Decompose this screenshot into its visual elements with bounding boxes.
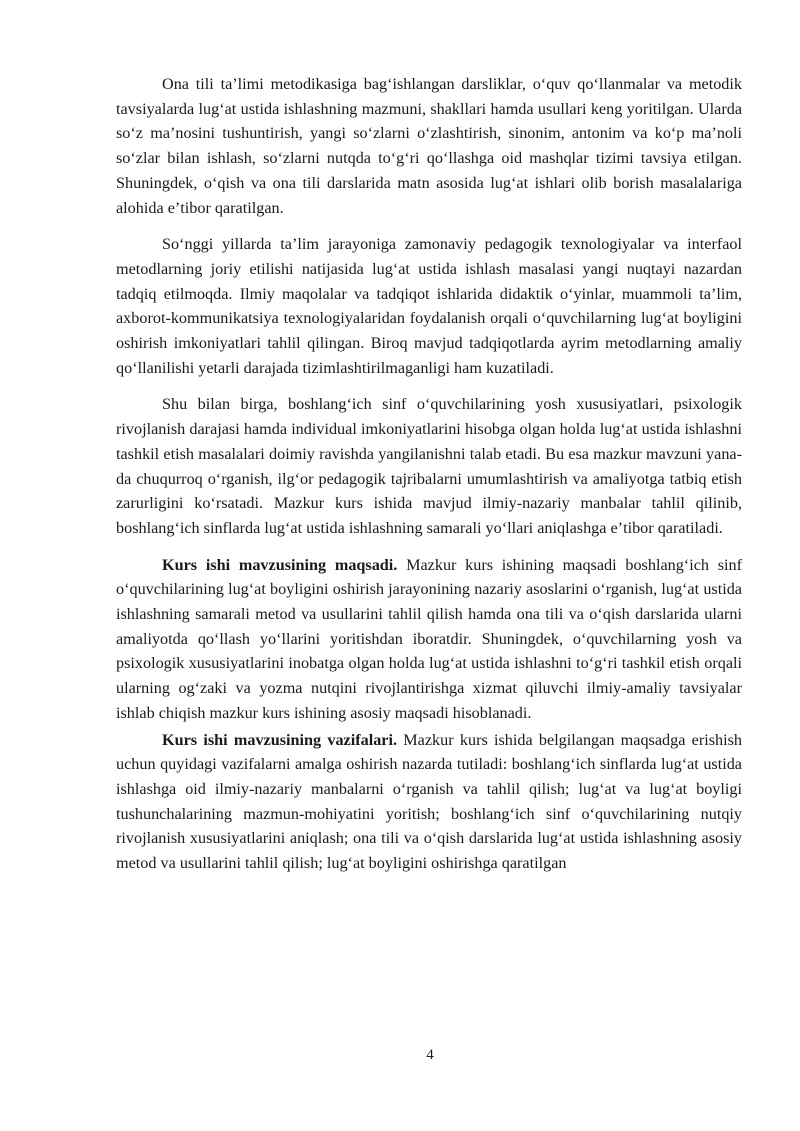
paragraph-purpose (116, 553, 742, 726)
paragraph-text: Shu bilan birga, boshlangʻich sinf oʻquvchilarining yosh xususiyatlari, psixologik rivojlanish darajasi hamda individual imkoniyatlarini hisobga olgan holda lugʻat ustida ishlashni tashkil etish masalalari doimiy ravishda yangilanishni talab etadi. Bu esa mazkur mavzuni yana-da chuqurroq oʻrganish, ilgʻor pedagogik tajribalarni umumlashtirish va amaliyotga tatbiq etish zarurligini koʻrsatadi. Mazkur kurs ishida mavjud ilmiy-nazariy manbalar tahlil qilinib, boshlangʻich sinflarda lugʻat ustida ishlashning samarali yoʻllari aniqlashga eʼtibor qaratiladi. (116, 395, 742, 537)
paragraph-age-features (116, 392, 742, 540)
paragraph-text: Ona tili taʼlimi metodikasiga bagʻishlangan darsliklar, oʻquv qoʻllanmalar va metodik tavsiyalarda lugʻat ustida ishlashning mazmuni, shakllari hamda usullari keng yoritilgan. Ularda soʻz maʼnosini tushuntirish, yangi soʻzlarni oʻzlashtirish, sinonim, antonim va koʻp maʼnoli soʻzlar bilan ishlash, soʻzlarni nutqda toʻgʻri qoʻllashga oid mashqlar tizimi tavsiya etilgan. Shuningdek, oʻqish va ona tili darslarida matn asosida lugʻat ishlari olib borish masalalariga alohida eʼtibor qaratilgan. (116, 75, 742, 217)
tasks-heading: Kurs ishi mavzusining vazifalari. (162, 730, 398, 749)
paragraph-literature-review (116, 72, 742, 220)
paragraph-text: Mazkur kurs ishida belgilangan maqsadga erishish uchun quyidagi vazifalarni amalga oshirish nazarda tutiladi: boshlangʻich sinflarda lugʻat ustida ishlashga oid ilmiy-nazariy manbalarni oʻrganish va tahlil qilish; lugʻat va lugʻat boyligi tushunchalarining mazmun-mohiyatini yoritish; boshlangʻich sinf oʻquvchilarining nutqiy rivojlanish xususiyatlarini aniqlash; ona tili va oʻqish darslarida lugʻat ustida ishlashning asosiy metod va usullarini tahlil qilish; lugʻat boyligini oshirishga qaratilgan (116, 730, 742, 873)
page-number: 4 (426, 1047, 434, 1063)
paragraph-tasks (116, 728, 742, 876)
paragraph-modern-technologies (116, 232, 742, 380)
paragraph-text: Soʻnggi yillarda taʼlim jarayoniga zamonaviy pedagogik texnologiyalar va interfaol metodlarning joriy etilishi natijasida lugʻat ustida ishlash masalasi yangi nuqtayi nazardan tadqiq etilmoqda. Ilmiy maqolalar va tadqiqot ishlarida didaktik oʻyinlar, muammoli taʼlim, axborot-kommunikatsiya texnologiyalaridan foydalanish orqali oʻquvchilarning lugʻat boyligini oshirish imkoniyatlari tahlil qilingan. Biroq mavjud tadqiqotlarda ayrim metodlarning amaliy qoʻllanilishi yetarli darajada tizimlashtirilmaganligi ham kuzatiladi. (116, 235, 742, 377)
page-body (116, 72, 742, 876)
paragraph-text: Mazkur kurs ishining maqsadi boshlangʻich sinf oʻquvchilarining lugʻat boyligini oshirish jarayonining nazariy asoslarini oʻrganish, lugʻat ustida ishlashning samarali metod va usullarini tahlil qilish hamda ona tili va oʻqish darslarida ularni amaliyotda qoʻllash yoʻllarini yoritishdan iboratdir. Shuningdek, oʻquvchilarning yosh va psixologik xususiyatlarini inobatga olgan holda lugʻat ustida ishlashni toʻgʻri tashkil etish orqali ularning ogʻzaki va yozma nutqini rivojlantirishga xizmat qiluvchi ilmiy-amaliy tavsiyalar ishlab chiqish mazkur kurs ishining asosiy maqsadi hisoblanadi. (116, 555, 742, 722)
purpose-heading: Kurs ishi mavzusining maqsadi. (162, 555, 398, 574)
